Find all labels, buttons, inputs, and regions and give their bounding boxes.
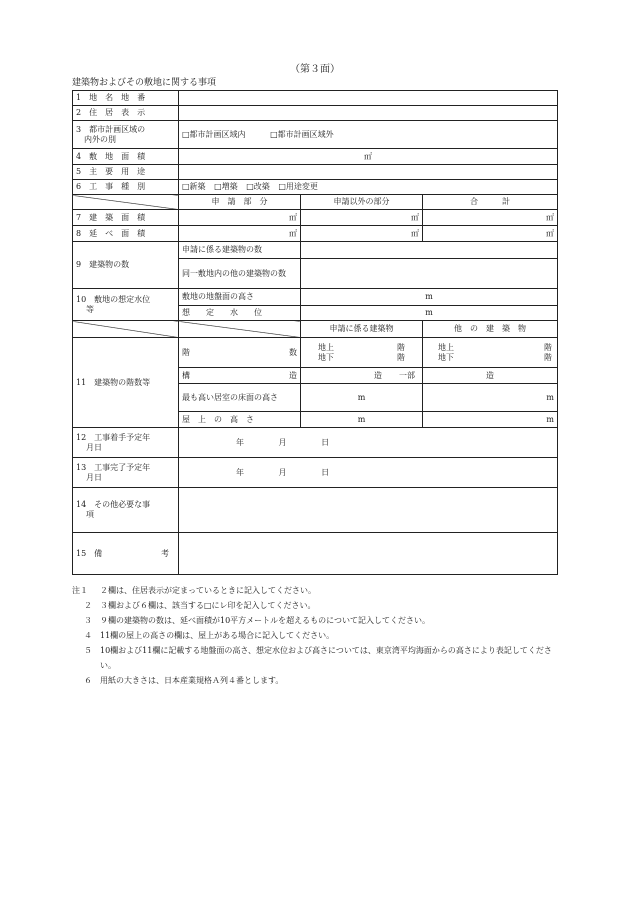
note-item: ４ 11欄の屋上の高さの欄は、屋上がある場合に記入してください。 xyxy=(84,631,335,640)
label-remarks: 15 備 考 xyxy=(73,533,179,575)
note-item: ２ ３欄および６欄は、該当する□にレ印を記入してください。 xyxy=(84,601,316,610)
label-structure: 構 造 xyxy=(179,368,301,384)
label-site-area: 4 敷 地 面 積 xyxy=(73,149,179,165)
header-apply-part: 申 請 部 分 xyxy=(179,195,301,210)
field-assumed-water[interactable]: m xyxy=(301,306,558,321)
field-address[interactable] xyxy=(179,106,558,121)
field-building-count-apply[interactable] xyxy=(301,242,558,259)
header-apply-building: 申請に係る建築物 xyxy=(301,321,423,338)
field-floor-area-apply[interactable]: ㎡ xyxy=(179,226,301,242)
field-start-date[interactable]: 年 月 日 xyxy=(179,428,558,458)
page-label: （第３面） xyxy=(290,64,340,75)
field-floor-area-total[interactable]: ㎡ xyxy=(423,226,558,242)
row-ground-height xyxy=(73,289,558,306)
form-heading: 建築物およびその敷地に関する事項 xyxy=(72,78,217,88)
checkbox-outside-area[interactable]: □都市計画区域外 xyxy=(270,129,334,139)
label-building-area: 7 建 築 面 積 xyxy=(73,210,179,226)
field-highest-floor-apply[interactable]: m xyxy=(301,384,423,412)
field-floor-area-other[interactable]: ㎡ xyxy=(301,226,423,242)
label-floors: 階 数 xyxy=(179,338,301,368)
field-city-planning xyxy=(179,121,558,149)
label-end-date: 13 工事完了予定年 月日 xyxy=(73,458,179,488)
label-assumed-water: 想 定 水 位 xyxy=(179,306,301,321)
field-work-type xyxy=(179,180,558,195)
field-building-area-apply[interactable]: ㎡ xyxy=(179,210,301,226)
field-main-use[interactable] xyxy=(179,165,558,180)
field-building-area-other[interactable]: ㎡ xyxy=(301,210,423,226)
building-site-form xyxy=(72,90,558,575)
row-building-count-apply xyxy=(73,242,558,259)
row-city-planning xyxy=(73,121,558,149)
field-structure-apply[interactable]: 造 一部 xyxy=(301,368,423,384)
field-site-area[interactable]: ㎡ xyxy=(179,149,558,165)
label-ground-height: 敷地の地盤面の高さ xyxy=(179,289,301,306)
note-item: ３ ９欄の建築物の数は、延べ面積が10平方メートルを超えるものについて記入してください。 xyxy=(84,616,431,625)
row-floors-header xyxy=(73,321,558,338)
label-city-planning: 3 都市計画区域の 内外の別 xyxy=(73,121,179,149)
row-building-area xyxy=(73,210,558,226)
field-remarks[interactable] xyxy=(179,533,558,575)
checkbox-inside-area[interactable]: □都市計画区域内 xyxy=(182,129,246,139)
row-start-date xyxy=(73,428,558,458)
field-ground-height[interactable]: m xyxy=(301,289,558,306)
header-other-part: 申請以外の部分 xyxy=(301,195,423,210)
row-floor-area xyxy=(73,226,558,242)
checkbox-rebuild[interactable]: □改築 xyxy=(246,182,270,191)
header-diagonal-3 xyxy=(179,321,301,338)
field-other-matters[interactable] xyxy=(179,488,558,533)
label-main-use: 5 主 要 用 途 xyxy=(73,165,179,180)
label-water-level: 10 敷地の想定水位 等 xyxy=(73,289,179,321)
label-address: 2 住 居 表 示 xyxy=(73,106,179,121)
note-item: ６ 用紙の大きさは、日本産業規格Ａ列４番とします。 xyxy=(84,676,284,685)
field-building-area-total[interactable]: ㎡ xyxy=(423,210,558,226)
field-structure-other[interactable]: 造 xyxy=(423,368,558,384)
row-end-date xyxy=(73,458,558,488)
header-total: 合 計 xyxy=(423,195,558,210)
row-area-header xyxy=(73,195,558,210)
field-roof-height-other[interactable]: m xyxy=(423,412,558,428)
checkbox-use-change[interactable]: □用途変更 xyxy=(278,182,318,191)
label-start-date: 12 工事着手予定年 月日 xyxy=(73,428,179,458)
field-highest-floor-other[interactable]: m xyxy=(423,384,558,412)
label-lot-number: 1 地 名 地 番 xyxy=(73,91,179,106)
row-work-type xyxy=(73,180,558,195)
row-lot-number xyxy=(73,91,558,106)
header-other-building: 他 の 建 築 物 xyxy=(423,321,558,338)
checkbox-addition[interactable]: □増築 xyxy=(214,182,238,191)
label-floors-etc: 11 建築物の階数等 xyxy=(73,338,179,428)
row-site-area xyxy=(73,149,558,165)
row-floors xyxy=(73,338,558,368)
header-diagonal-2 xyxy=(73,321,179,338)
label-building-count: 9 建築物の数 xyxy=(73,242,179,289)
field-floors-apply[interactable]: 地上 階 地下 階 xyxy=(301,338,423,368)
row-other-matters xyxy=(73,488,558,533)
field-floors-other[interactable]: 地上 階 地下 階 xyxy=(423,338,558,368)
note-item: 注１ ２欄は、住居表示が定まっているときに記入してください。 xyxy=(72,586,316,595)
notes xyxy=(72,583,562,688)
field-end-date[interactable]: 年 月 日 xyxy=(179,458,558,488)
header-diagonal xyxy=(73,195,179,210)
row-remarks xyxy=(73,533,558,575)
row-main-use xyxy=(73,165,558,180)
field-building-count-other[interactable] xyxy=(301,259,558,289)
row-address xyxy=(73,106,558,121)
label-other-matters: 14 その他必要な事 項 xyxy=(73,488,179,533)
note-item: ５ 10欄および11欄に記載する地盤面の高さ、想定水位および高さについては、東京湾平均海面からの高さにより表記してください。 xyxy=(84,646,552,670)
label-floor-area: 8 延 べ 面 積 xyxy=(73,226,179,242)
label-roof-height: 屋 上 の 高 さ xyxy=(179,412,301,428)
label-work-type: 6 工 事 種 別 xyxy=(73,180,179,195)
label-building-count-apply: 申請に係る建築物の数 xyxy=(179,242,301,259)
label-highest-floor: 最も高い居室の床面の高さ xyxy=(179,384,301,412)
field-lot-number[interactable] xyxy=(179,91,558,106)
checkbox-new[interactable]: □新築 xyxy=(182,182,206,191)
field-roof-height-apply[interactable]: m xyxy=(301,412,423,428)
label-building-count-other: 同一敷地内の他の建築物の数 xyxy=(179,259,301,289)
